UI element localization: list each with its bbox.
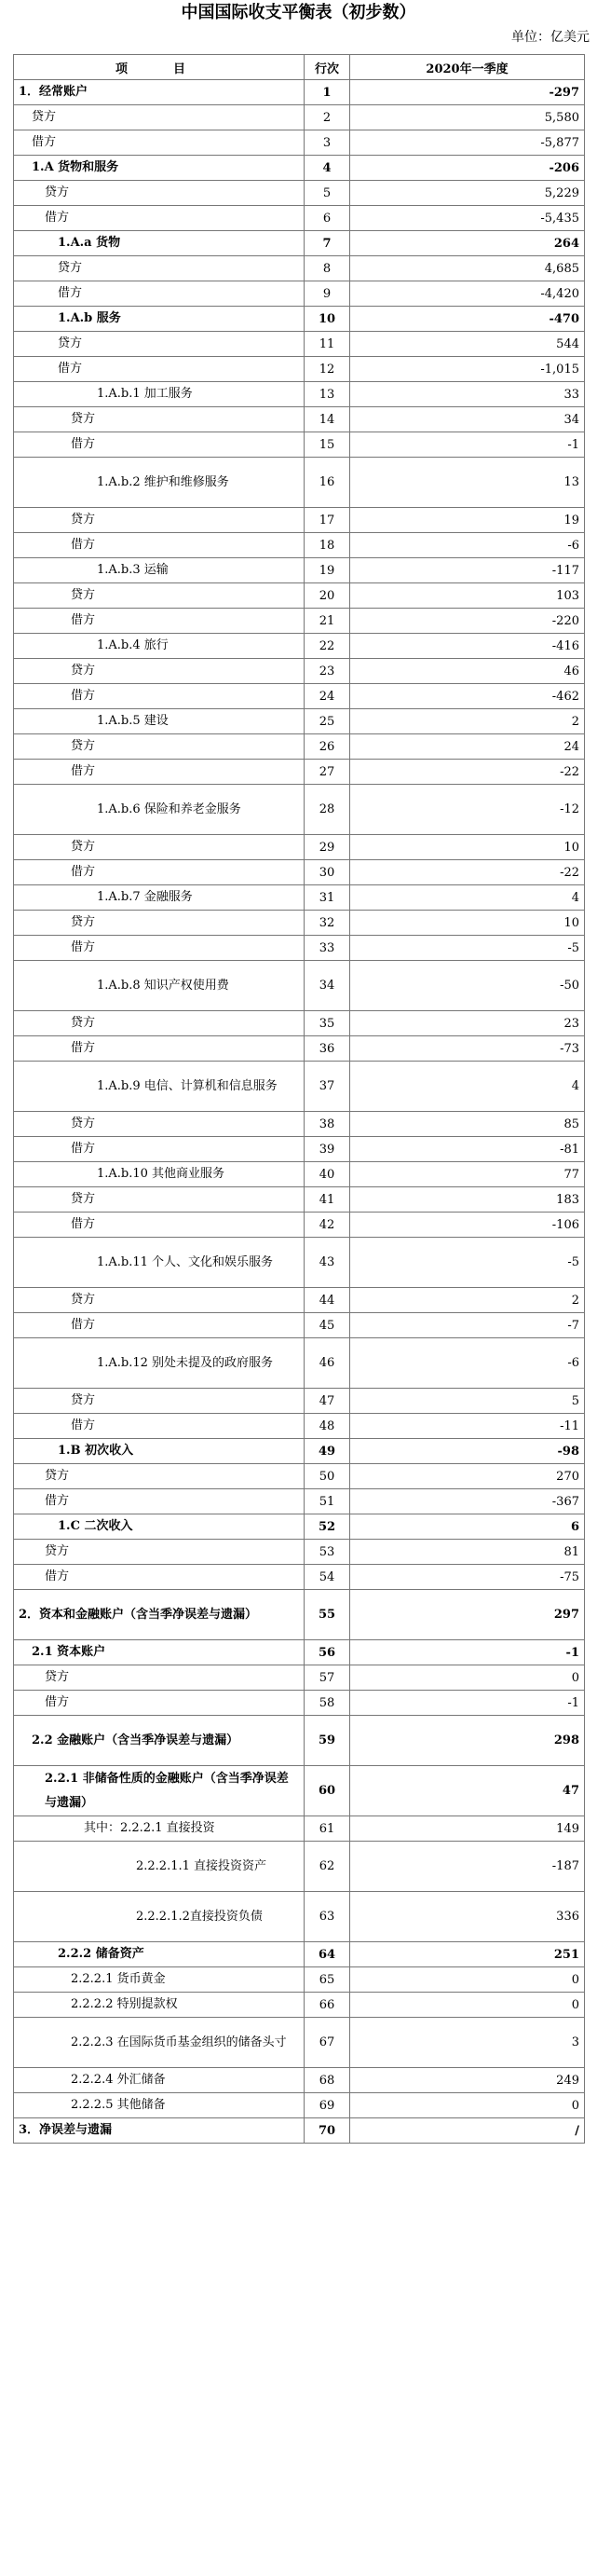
- table-row: [14, 885, 585, 911]
- row-value: -73: [350, 1036, 585, 1062]
- table-row: [14, 1313, 585, 1338]
- row-value: 34: [350, 407, 585, 432]
- row-item-label: 贷方: [14, 1389, 305, 1414]
- row-line-number: 59: [305, 1716, 350, 1766]
- table-row: [14, 1213, 585, 1238]
- row-value: -206: [350, 156, 585, 181]
- row-line-number: 18: [305, 533, 350, 558]
- row-value: -1: [350, 1691, 585, 1716]
- table-row: [14, 1942, 585, 1967]
- page-title: 中国国际收支平衡表（初步数）: [181, 3, 416, 22]
- row-value: 264: [350, 231, 585, 256]
- row-line-number: 9: [305, 281, 350, 307]
- row-line-number: 58: [305, 1691, 350, 1716]
- row-value: -6: [350, 1338, 585, 1389]
- row-line-number: 23: [305, 659, 350, 684]
- row-value: 19: [350, 508, 585, 533]
- row-value: -367: [350, 1489, 585, 1514]
- table-row: [14, 432, 585, 458]
- table-row: [14, 206, 585, 231]
- row-line-number: 29: [305, 835, 350, 860]
- row-item-label: 贷方: [14, 835, 305, 860]
- row-value: -5,877: [350, 130, 585, 156]
- row-value: 33: [350, 382, 585, 407]
- row-line-number: 1: [305, 80, 350, 105]
- row-item-label: 借方: [14, 609, 305, 634]
- row-value: 10: [350, 835, 585, 860]
- row-value: 149: [350, 1816, 585, 1842]
- row-value: 77: [350, 1162, 585, 1187]
- row-item-label: 借方: [14, 281, 305, 307]
- row-value: 103: [350, 583, 585, 609]
- row-line-number: 21: [305, 609, 350, 634]
- row-item-label: 借方: [14, 936, 305, 961]
- row-value: -6: [350, 533, 585, 558]
- table-row: [14, 458, 585, 508]
- row-value: 13: [350, 458, 585, 508]
- table-row: [14, 709, 585, 734]
- row-item-label: 贷方: [14, 508, 305, 533]
- row-item-label: 借方: [14, 1213, 305, 1238]
- row-line-number: 32: [305, 911, 350, 936]
- row-value: -22: [350, 760, 585, 785]
- row-line-number: 42: [305, 1213, 350, 1238]
- row-item-label: 借方: [14, 1489, 305, 1514]
- row-item-label: 贷方: [14, 1011, 305, 1036]
- table-row: [14, 256, 585, 281]
- table-row: [14, 130, 585, 156]
- table-row: [14, 1464, 585, 1489]
- row-line-number: 25: [305, 709, 350, 734]
- row-value: 544: [350, 332, 585, 357]
- row-value: -297: [350, 80, 585, 105]
- row-line-number: 45: [305, 1313, 350, 1338]
- table-row: [14, 936, 585, 961]
- row-item-label: 2．资本和金融账户（含当季净误差与遗漏）: [14, 1590, 305, 1640]
- row-item-label: 借方: [14, 130, 305, 156]
- table-row: [14, 1137, 585, 1162]
- row-value: 47: [350, 1766, 585, 1816]
- row-line-number: 44: [305, 1288, 350, 1313]
- row-item-label: 借方: [14, 684, 305, 709]
- row-value: 297: [350, 1590, 585, 1640]
- row-line-number: 61: [305, 1816, 350, 1842]
- table-row: [14, 1816, 585, 1842]
- row-value: 6: [350, 1514, 585, 1540]
- row-item-label: 贷方: [14, 583, 305, 609]
- row-line-number: 39: [305, 1137, 350, 1162]
- row-item-label: 1．经常账户: [14, 80, 305, 105]
- row-value: -106: [350, 1213, 585, 1238]
- row-item-label: 贷方: [14, 1464, 305, 1489]
- row-item-label: 贷方: [14, 332, 305, 357]
- row-item-label: 1.A.b.1 加工服务: [14, 382, 305, 407]
- row-line-number: 43: [305, 1238, 350, 1288]
- table-row: [14, 80, 585, 105]
- row-item-label: 借方: [14, 1414, 305, 1439]
- row-line-number: 53: [305, 1540, 350, 1565]
- row-value: 183: [350, 1187, 585, 1213]
- table-row: [14, 1062, 585, 1112]
- row-line-number: 3: [305, 130, 350, 156]
- table-row: [14, 2093, 585, 2118]
- row-item-label: 贷方: [14, 1665, 305, 1691]
- row-value: 2: [350, 709, 585, 734]
- row-line-number: 49: [305, 1439, 350, 1464]
- row-item-label: 1.A.b.2 维护和维修服务: [14, 458, 305, 508]
- row-value: 298: [350, 1716, 585, 1766]
- column-header-item: 项 目: [14, 55, 305, 80]
- row-item-label: 借方: [14, 1137, 305, 1162]
- row-value: -462: [350, 684, 585, 709]
- row-line-number: 48: [305, 1414, 350, 1439]
- row-line-number: 11: [305, 332, 350, 357]
- row-item-label: 借方: [14, 432, 305, 458]
- row-value: 249: [350, 2068, 585, 2093]
- table-row: [14, 1691, 585, 1716]
- table-row: [14, 1514, 585, 1540]
- row-item-label: 贷方: [14, 911, 305, 936]
- row-line-number: 36: [305, 1036, 350, 1062]
- row-line-number: 51: [305, 1489, 350, 1514]
- row-line-number: 54: [305, 1565, 350, 1590]
- row-line-number: 55: [305, 1590, 350, 1640]
- table-row: [14, 1036, 585, 1062]
- row-value: 5,580: [350, 105, 585, 130]
- row-line-number: 15: [305, 432, 350, 458]
- row-line-number: 7: [305, 231, 350, 256]
- row-value: 251: [350, 1942, 585, 1967]
- table-row: [14, 2118, 585, 2144]
- row-line-number: 20: [305, 583, 350, 609]
- row-item-label: 1.B 初次收入: [14, 1439, 305, 1464]
- row-item-label: 2.2.2.1.1 直接投资资产: [14, 1842, 305, 1892]
- row-line-number: 24: [305, 684, 350, 709]
- row-item-label: 借方: [14, 860, 305, 885]
- row-line-number: 28: [305, 785, 350, 835]
- table-row: [14, 860, 585, 885]
- row-line-number: 38: [305, 1112, 350, 1137]
- table-row: [14, 2068, 585, 2093]
- table-row: [14, 105, 585, 130]
- table-header-row: [14, 55, 585, 80]
- row-item-label: 1.A.b.3 运输: [14, 558, 305, 583]
- table-row: [14, 835, 585, 860]
- row-value: -5: [350, 1238, 585, 1288]
- table-row: [14, 911, 585, 936]
- row-item-label: 2.2.2.4 外汇储备: [14, 2068, 305, 2093]
- row-value: 85: [350, 1112, 585, 1137]
- row-item-label: 1.A.b.4 旅行: [14, 634, 305, 659]
- row-line-number: 4: [305, 156, 350, 181]
- row-item-label: 1.A.b.5 建设: [14, 709, 305, 734]
- row-item-label: 贷方: [14, 659, 305, 684]
- row-item-label: 贷方: [14, 1288, 305, 1313]
- row-value: -5,435: [350, 206, 585, 231]
- row-line-number: 64: [305, 1942, 350, 1967]
- row-value: -12: [350, 785, 585, 835]
- table-row: [14, 357, 585, 382]
- table-row: [14, 1842, 585, 1892]
- row-item-label: 2.2.2.2 特别提款权: [14, 1993, 305, 2018]
- row-line-number: 46: [305, 1338, 350, 1389]
- row-line-number: 26: [305, 734, 350, 760]
- row-item-label: 1.A.a 货物: [14, 231, 305, 256]
- row-value: 5,229: [350, 181, 585, 206]
- row-item-label: 2.2.2 储备资产: [14, 1942, 305, 1967]
- row-value: 4,685: [350, 256, 585, 281]
- table-row: [14, 508, 585, 533]
- row-value: 24: [350, 734, 585, 760]
- table-row: [14, 1892, 585, 1942]
- row-line-number: 35: [305, 1011, 350, 1036]
- row-line-number: 57: [305, 1665, 350, 1691]
- row-value: 5: [350, 1389, 585, 1414]
- row-value: -470: [350, 307, 585, 332]
- row-line-number: 37: [305, 1062, 350, 1112]
- row-item-label: 3．净误差与遗漏: [14, 2118, 305, 2144]
- row-item-label: 借方: [14, 1565, 305, 1590]
- table-row: [14, 533, 585, 558]
- row-value: -187: [350, 1842, 585, 1892]
- table-row: [14, 181, 585, 206]
- table-row: [14, 558, 585, 583]
- row-item-label: 借方: [14, 1036, 305, 1062]
- row-value: 336: [350, 1892, 585, 1942]
- row-value: 270: [350, 1464, 585, 1489]
- unit-label: 单位：亿美元: [511, 30, 590, 45]
- row-value: -81: [350, 1137, 585, 1162]
- table-row: [14, 231, 585, 256]
- row-item-label: 2.2 金融账户（含当季净误差与遗漏）: [14, 1716, 305, 1766]
- row-value: 0: [350, 1993, 585, 2018]
- row-value: 46: [350, 659, 585, 684]
- row-value: -220: [350, 609, 585, 634]
- table-row: [14, 1590, 585, 1640]
- row-line-number: 50: [305, 1464, 350, 1489]
- row-line-number: 40: [305, 1162, 350, 1187]
- row-value: -11: [350, 1414, 585, 1439]
- row-value: 0: [350, 1967, 585, 1993]
- row-line-number: 5: [305, 181, 350, 206]
- row-item-label: 2.2.2.3 在国际货币基金组织的储备头寸: [14, 2018, 305, 2068]
- row-item-label: 借方: [14, 533, 305, 558]
- row-item-label: 借方: [14, 206, 305, 231]
- row-line-number: 60: [305, 1766, 350, 1816]
- row-line-number: 2: [305, 105, 350, 130]
- row-value: -4,420: [350, 281, 585, 307]
- table-row: [14, 1011, 585, 1036]
- row-line-number: 12: [305, 357, 350, 382]
- row-item-label: 贷方: [14, 181, 305, 206]
- row-item-label: 借方: [14, 1313, 305, 1338]
- row-line-number: 68: [305, 2068, 350, 2093]
- row-item-label: 借方: [14, 760, 305, 785]
- row-line-number: 67: [305, 2018, 350, 2068]
- table-row: [14, 1540, 585, 1565]
- row-item-label: 2.2.2.1.2直接投资负债: [14, 1892, 305, 1942]
- row-line-number: 41: [305, 1187, 350, 1213]
- row-value: -22: [350, 860, 585, 885]
- table-row: [14, 1766, 585, 1816]
- table-row: [14, 382, 585, 407]
- table-row: [14, 281, 585, 307]
- row-line-number: 13: [305, 382, 350, 407]
- table-row: [14, 1665, 585, 1691]
- row-item-label: 贷方: [14, 256, 305, 281]
- row-item-label: 贷方: [14, 1187, 305, 1213]
- table-row: [14, 760, 585, 785]
- row-line-number: 19: [305, 558, 350, 583]
- table-row: [14, 1238, 585, 1288]
- table-row: [14, 1187, 585, 1213]
- table-row: [14, 332, 585, 357]
- row-line-number: 14: [305, 407, 350, 432]
- table-row: [14, 634, 585, 659]
- column-header-line: 行次: [305, 55, 350, 80]
- row-item-label: 1.A.b.6 保险和养老金服务: [14, 785, 305, 835]
- table-row: [14, 1716, 585, 1766]
- row-value: 3: [350, 2018, 585, 2068]
- row-line-number: 22: [305, 634, 350, 659]
- row-line-number: 17: [305, 508, 350, 533]
- table-row: [14, 1640, 585, 1665]
- row-line-number: 63: [305, 1892, 350, 1942]
- balance-of-payments-table: [13, 54, 585, 2144]
- row-item-label: 贷方: [14, 407, 305, 432]
- row-item-label: 贷方: [14, 1540, 305, 1565]
- row-item-label: 2.2.1 非储备性质的金融账户（含当季净误差与遗漏）: [14, 1766, 305, 1816]
- row-item-label: 其中：2.2.2.1 直接投资: [14, 1816, 305, 1842]
- row-line-number: 8: [305, 256, 350, 281]
- row-value: 4: [350, 1062, 585, 1112]
- row-value: 81: [350, 1540, 585, 1565]
- row-item-label: 1.A 货物和服务: [14, 156, 305, 181]
- row-line-number: 56: [305, 1640, 350, 1665]
- table-row: [14, 2018, 585, 2068]
- row-value: 0: [350, 1665, 585, 1691]
- table-row: [14, 1414, 585, 1439]
- row-value: -1: [350, 432, 585, 458]
- row-value: 10: [350, 911, 585, 936]
- table-body: [14, 80, 585, 2144]
- row-item-label: 借方: [14, 1691, 305, 1716]
- table-row: [14, 307, 585, 332]
- row-item-label: 贷方: [14, 105, 305, 130]
- row-value: -117: [350, 558, 585, 583]
- table-row: [14, 785, 585, 835]
- row-item-label: 2.1 资本账户: [14, 1640, 305, 1665]
- row-line-number: 47: [305, 1389, 350, 1414]
- row-value: -7: [350, 1313, 585, 1338]
- table-row: [14, 1565, 585, 1590]
- row-item-label: 借方: [14, 357, 305, 382]
- table-row: [14, 961, 585, 1011]
- row-line-number: 70: [305, 2118, 350, 2144]
- row-value: -1: [350, 1640, 585, 1665]
- row-line-number: 27: [305, 760, 350, 785]
- row-value: 23: [350, 1011, 585, 1036]
- table-row: [14, 1162, 585, 1187]
- row-line-number: 33: [305, 936, 350, 961]
- row-value: -5: [350, 936, 585, 961]
- row-item-label: 贷方: [14, 734, 305, 760]
- table-row: [14, 1112, 585, 1137]
- row-value: -416: [350, 634, 585, 659]
- row-line-number: 16: [305, 458, 350, 508]
- row-item-label: 1.A.b.9 电信、计算机和信息服务: [14, 1062, 305, 1112]
- row-line-number: 6: [305, 206, 350, 231]
- table-row: [14, 1338, 585, 1389]
- table-row: [14, 156, 585, 181]
- row-item-label: 1.C 二次收入: [14, 1514, 305, 1540]
- row-value: -75: [350, 1565, 585, 1590]
- row-line-number: 62: [305, 1842, 350, 1892]
- row-item-label: 1.A.b.8 知识产权使用费: [14, 961, 305, 1011]
- table-row: [14, 407, 585, 432]
- table-row: [14, 684, 585, 709]
- table-row: [14, 1967, 585, 1993]
- table-row: [14, 1489, 585, 1514]
- row-line-number: 34: [305, 961, 350, 1011]
- row-item-label: 1.A.b.12 别处未提及的政府服务: [14, 1338, 305, 1389]
- row-line-number: 10: [305, 307, 350, 332]
- column-header-value: 2020年一季度: [350, 55, 585, 80]
- table-row: [14, 1288, 585, 1313]
- row-value: /: [350, 2118, 585, 2144]
- row-value: 0: [350, 2093, 585, 2118]
- row-line-number: 66: [305, 1993, 350, 2018]
- table-row: [14, 1439, 585, 1464]
- row-line-number: 30: [305, 860, 350, 885]
- row-item-label: 2.2.2.1 货币黄金: [14, 1967, 305, 1993]
- row-item-label: 贷方: [14, 1112, 305, 1137]
- row-line-number: 69: [305, 2093, 350, 2118]
- table-row: [14, 583, 585, 609]
- row-value: -1,015: [350, 357, 585, 382]
- row-item-label: 1.A.b.7 金融服务: [14, 885, 305, 911]
- row-item-label: 1.A.b.11 个人、文化和娱乐服务: [14, 1238, 305, 1288]
- row-line-number: 52: [305, 1514, 350, 1540]
- row-line-number: 31: [305, 885, 350, 911]
- row-item-label: 1.A.b.10 其他商业服务: [14, 1162, 305, 1187]
- row-value: -50: [350, 961, 585, 1011]
- table-row: [14, 734, 585, 760]
- row-item-label: 1.A.b 服务: [14, 307, 305, 332]
- row-line-number: 65: [305, 1967, 350, 1993]
- table-row: [14, 1389, 585, 1414]
- table-row: [14, 609, 585, 634]
- row-item-label: 2.2.2.5 其他储备: [14, 2093, 305, 2118]
- row-value: 2: [350, 1288, 585, 1313]
- row-value: 4: [350, 885, 585, 911]
- table-row: [14, 659, 585, 684]
- table-row: [14, 1993, 585, 2018]
- row-value: -98: [350, 1439, 585, 1464]
